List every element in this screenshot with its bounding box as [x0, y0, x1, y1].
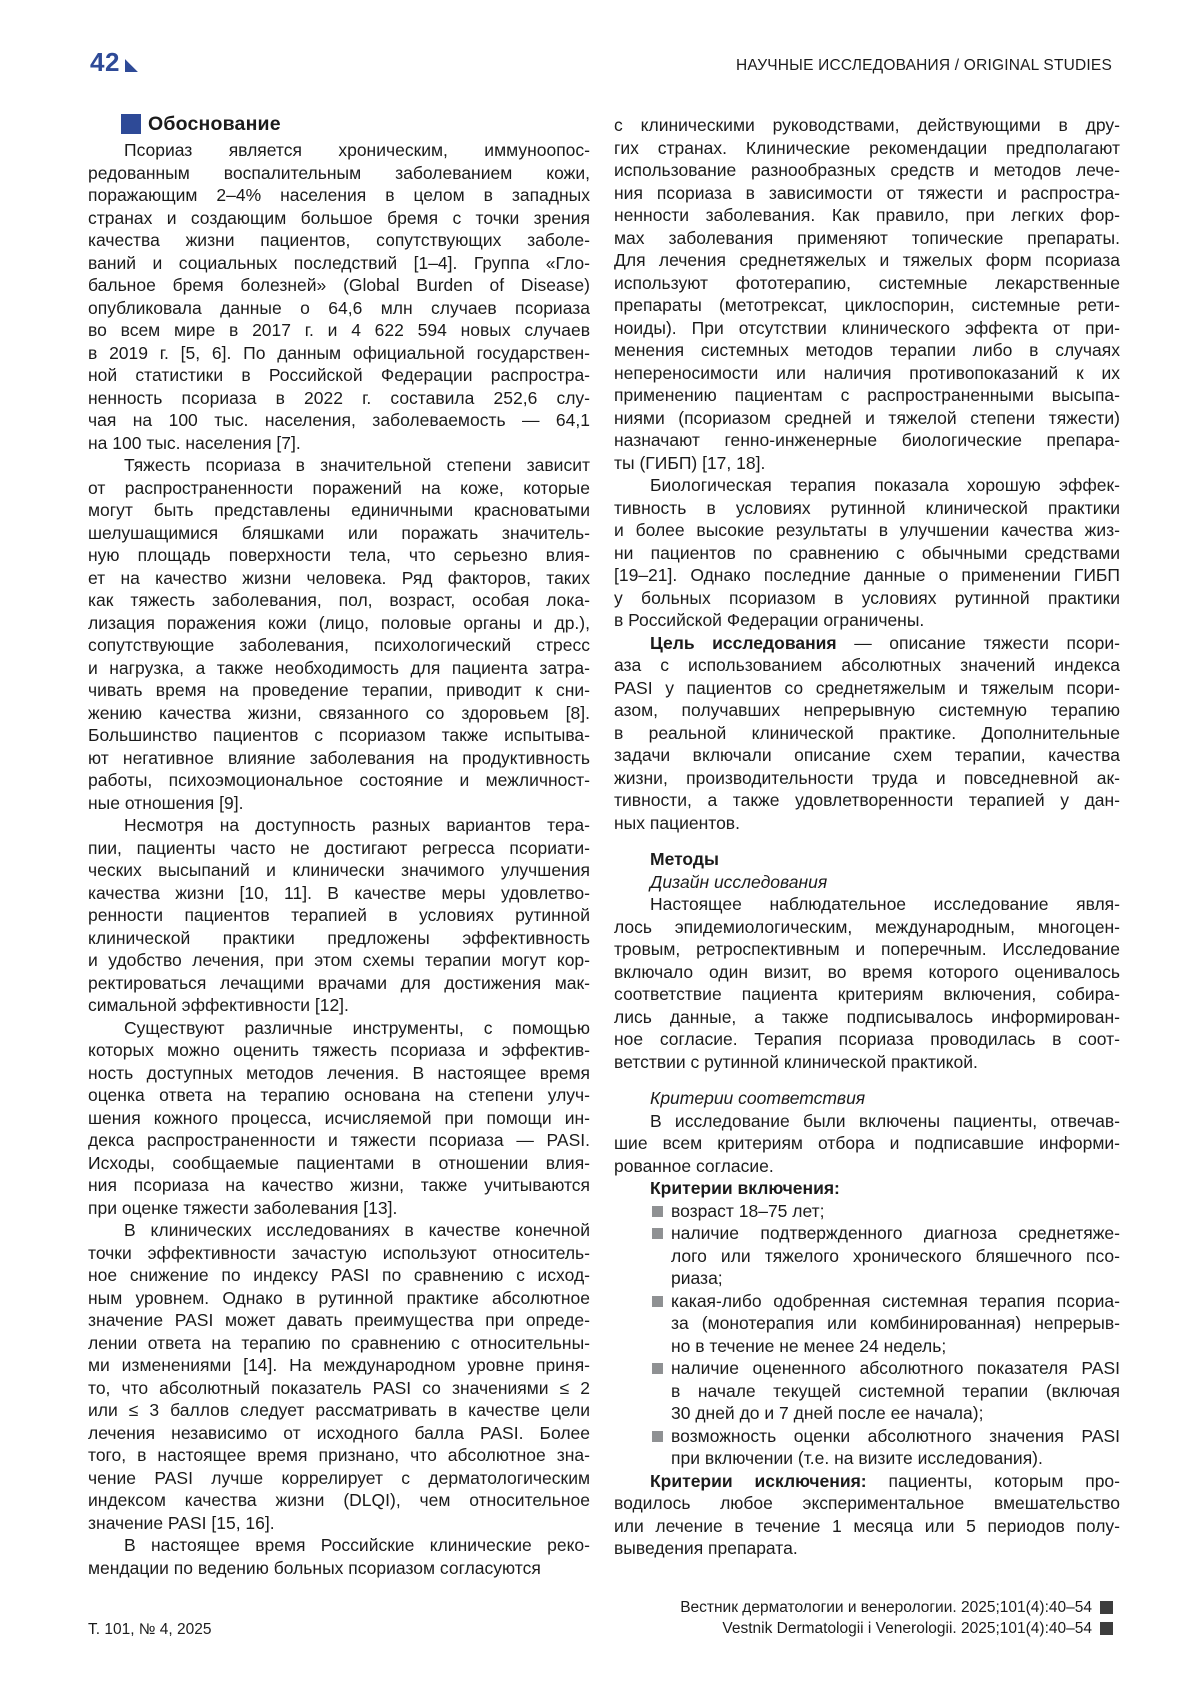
paragraph-assessment-tools: Существуют различные инструменты, с помощью которых можно оценить тяжесть псориаза и эффектив- ность доступных методов лечения. В настоящее время оценка ответа на терапию основана на степени улуч- шения кожного процесса, исчисляемой при помощи ин- декса распространенности и тяжести псориаза — PASI. Исходы, сообщаемые пациентами в отношении влия- ния псориаза на качество жизни, также учитываются при оценке тяжести заболевания [13].	[88, 1017, 590, 1218]
page-number-block	[90, 47, 138, 77]
paragraph-severity-factors: Тяжесть псориаза в значительной степени зависит от распространенности поражений на коже, которые могут быть представлены единичными красноватыми шелушащимися бляшками или поражать значитель- ную площадь поверхности тела, что серьезно влия- ет на качество жизни человека. Ряд факторов, таких как тяжесть заболевания, пол, возраст, особая лока- лизация поражения кожи (лицо, половые органы и др.), сопутствующие заболевания, психологический стресс и нагрузка, а также необходимость для пациента затра- чивать время на проведение терапии, приводит к сни- жению качества жизни, связанного со здоровьем [8]. Большинство пациентов с псориазом также испытыва- ют негативное влияние заболевания на продуктивность работы, психоэмоциональное состояние и межличност- ные отношения [9].	[88, 455, 590, 813]
bullet-square-icon	[652, 1296, 663, 1307]
bullet-square-icon	[652, 1363, 663, 1374]
page-corner-triangle-icon	[125, 59, 138, 72]
right-column	[614, 114, 1120, 1560]
list-item-pasi-at-inclusion: возможность оценки абсолютного значения PASI при включении (т.е. на визите исследования).	[614, 1425, 1120, 1470]
section-title: Обоснование	[148, 112, 281, 135]
list-item-age: возраст 18–75 лет;	[614, 1200, 1120, 1223]
footer-square-icon	[1100, 1622, 1113, 1635]
inclusion-criteria-heading: Критерии включения:	[650, 1178, 840, 1198]
bullet-square-icon	[652, 1431, 663, 1442]
paragraph-ru-guidelines-start: В настоящее время Российские клинические реко- мендации по ведению больных псориазом согласуются	[88, 1535, 590, 1578]
methods-heading: Методы	[650, 849, 719, 869]
design-subheading: Дизайн исследования	[650, 871, 828, 892]
paragraph-pasi-endpoint: В клинических исследованиях в качестве конечной точки эффективности зачастую используют относитель- ное снижение по индексу PASI по сравнению с исход- ным уровнем. Однако в рутинной практике абсолютное значение PASI может давать преимущества при опреде- лении ответа на терапию по сравнению с относительны- ми изменениями [14]. На международном уровне приня- то, что абсолютный показатель PASI со значениями ≤ 2 или ≤ 3 баллов следует рассматривать в качестве цели лечения независимо от исходного балла PASI. Более того, в настоящее время признано, что абсолютное зна- чение PASI лучше коррелирует с дерматологическим индексом качества жизни (DLQI), чем относительное значение PASI [15, 16].	[88, 1220, 590, 1533]
list-item-diagnosis: наличие подтвержденного диагноза среднетяже- лого или тяжелого хронического бляшечного псо- риаза;	[614, 1222, 1120, 1290]
footer-square-icon	[1100, 1601, 1113, 1614]
exclusion-lead: Критерии исключения:	[650, 1470, 867, 1491]
running-head-title: НАУЧНЫЕ ИССЛЕДОВАНИЯ / ORIGINAL STUDIES	[735, 57, 1112, 74]
paragraph-exclusion-criteria: Критерии исключения: пациенты, которым про- водилось любое экспериментальное вмешательство или лечение в течение 1 месяца или 5 периодов полу- выведения препарата.	[614, 1470, 1120, 1558]
list-item-systemic-therapy: какая-либо одобренная системная терапия псориа- за (монотерапия или комбинированная) непрерыв- но в течение не менее 24 недель;	[614, 1290, 1120, 1358]
footer-citation	[680, 1597, 1113, 1639]
left-column	[88, 111, 590, 1579]
footer-volume-info: Т. 101, № 4, 2025	[88, 1621, 212, 1638]
section-heading-background	[88, 111, 590, 137]
bullet-square-icon	[652, 1206, 663, 1217]
bullet-square-icon	[652, 1228, 663, 1239]
study-goal-first-line: Цель исследования — описание тяжести псори-	[650, 632, 1120, 653]
paragraph-biologic-therapy: Биологическая терапия показала хорошую эффек- тивность в условиях рутинной клинической практики и более высокие результаты в улучшении качества жиз- ни пациентов по сравнению с обычными средствами [19–21]. Однако последние данные о применении ГИБП у больных псориазом в условиях рутинной практики в Российской Федерации ограничены.	[614, 475, 1120, 630]
footer-citation-en: Vestnik Dermatologii i Venerologii. 2025;101(4):40–54	[680, 1618, 1113, 1639]
paragraph-study-goal: Цель исследования — описание тяжести псори- аза с использованием абсолютных значений индекса PASI у пациентов со среднетяжелым и тяжелым псори- азом, получавших непрерывную системную терапию в реальной клинической практике. Дополнительные задачи включали описание схем терапии, качества жизни, производительности труда и повседневной ак- тивности, а также удовлетворенности терапией у дан- ных пациентов.	[614, 632, 1120, 833]
footer-citation-ru: Вестник дерматологии и венерологии. 2025;101(4):40–54	[680, 1597, 1113, 1618]
paragraph-therapy-availability: Несмотря на доступность разных вариантов тера- пии, пациенты часто не достигают регресса псориати- ческих высыпаний и клинически значимого улучшения качества жизни [10, 11]. В качестве меры удовлетво- ренности пациентов терапией в условиях рутинной клинической практики предложены эффективность и удобство лечения, при этом схемы терапии могут кор- ректироваться лечащими врачами для достижения мак- симальной эффективности [12].	[88, 815, 590, 1015]
section-marker-icon	[121, 114, 141, 134]
paragraph-ru-guidelines-continued: с клиническими руководствами, действующими в дру- гих странах. Клинические рекомендации предполагают использование разнообразных средств и методов лече- ния псориаза в зависимости от тяжести и распростра- ненности заболевания. Как правило, при легких фор- мах заболевания применяют топические препараты. Для лечения среднетяжелых и тяжелых форм псориаза используют фототерапию, системные лекарственные препараты (метотрексат, циклоспорин, системные рети- ноиды). При отсутствии клинического эффекта от при- менения системных методов терапии либо в случаях непереносимости или наличия противопоказаний к их применению пациентам с распространенными высыпа- ниями (псориазом средней и тяжелой степени тяжести) назначают генно-инженерные биологические препара- ты (ГИБП) [17, 18].	[614, 115, 1120, 473]
paragraph-eligibility: В исследование были включены пациенты, отвечав- шие всем критериям отбора и подписавшие информи- рованное согласие.	[614, 1110, 1120, 1176]
inclusion-criteria-list	[614, 1200, 1120, 1470]
paragraph-intro-psoriasis: Псориаз является хроническим, иммуноопос- редованным воспалительным заболеванием кожи, поражающим 2–4% населения в целом в западных странах и создающим большое бремя с точки зрения качества жизни пациентов, сопутствующих заболе- ваний и социальных последствий [1–4]. Группа «Гло- бальное бремя болезней» (Global Burden of Disease) опубликовала данные о 64,6 млн случаев псориаза во всем мире в 2017 г. и 4 622 594 новых случаев в 2019 г. [5, 6]. По данным официальной государствен- ной статистики в Российской Федерации распростра- ненность псориаза в 2022 г. составила 252,6 слу- чая на 100 тыс. населения, заболеваемость — 64,1 на 100 тыс. населения [7].	[88, 140, 590, 453]
running-head	[90, 47, 1112, 78]
page-number: 42	[90, 47, 120, 77]
paragraph-study-design: Настоящее наблюдательное исследование явля- лось эпидемиологическим, международным, многоцен- тровым, ретроспективным и поперечным. Исследование включало один визит, во время которого оценивалось соответствие пациента критериям включения, собира- лись данные, а также подписывалось информирован- ное согласие. Терапия псориаза проводилась в соот- ветствии с рутинной клинической практикой.	[614, 894, 1120, 1072]
exclusion-first-line: Критерии исключения: пациенты, которым про-	[650, 1470, 1120, 1491]
eligibility-subheading: Критерии соответствия	[650, 1088, 866, 1108]
list-item-baseline-pasi: наличие оцененного абсолютного показателя PASI в начале текущей системной терапии (включая 30 дней до и 7 дней после ее начала);	[614, 1357, 1120, 1425]
study-goal-lead: Цель исследования	[650, 632, 837, 653]
